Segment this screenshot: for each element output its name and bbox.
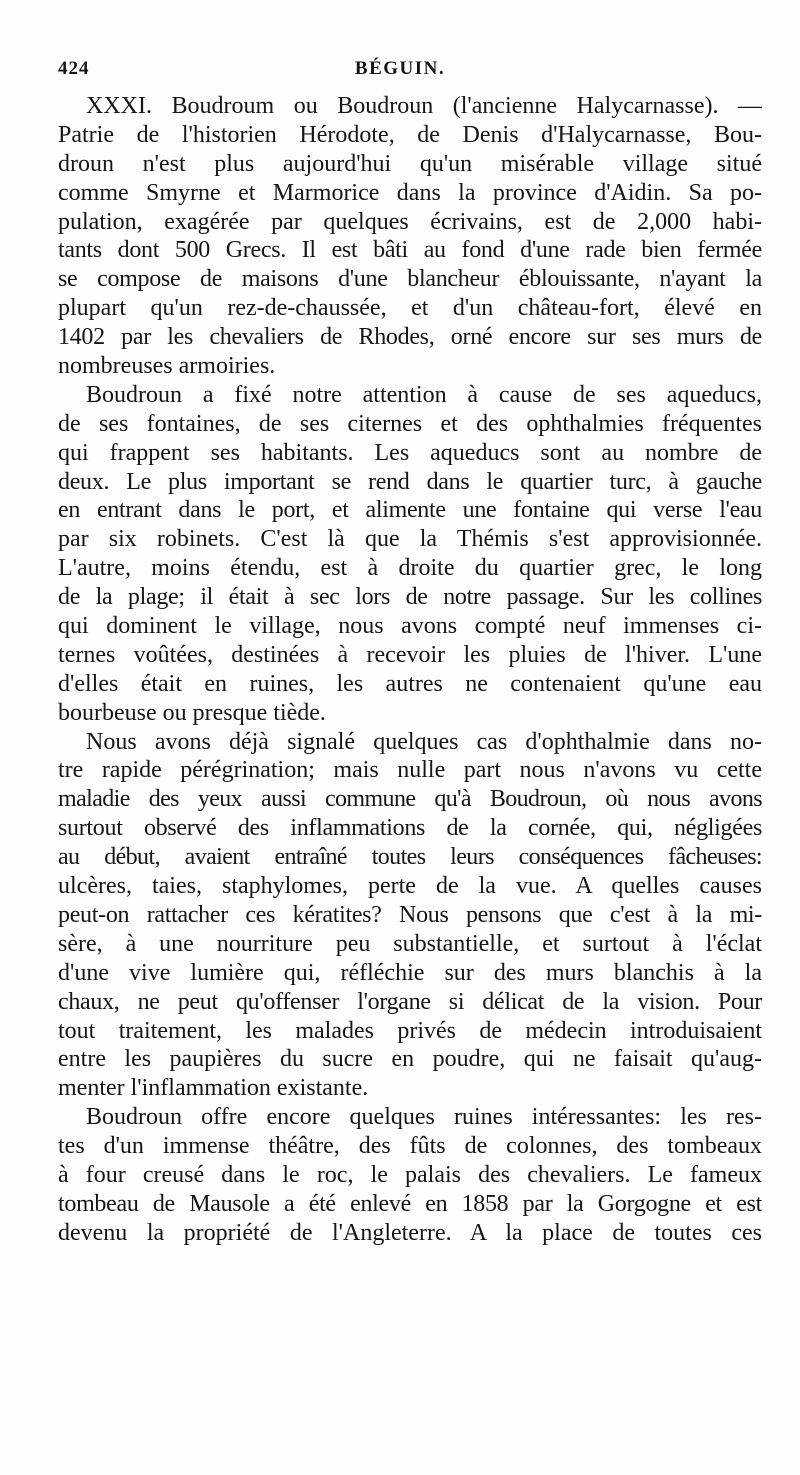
text-line: tombeau de Mausole a été enlevé en 1858 par la Gorgogne et est [58, 1190, 762, 1217]
text-line: Patrie de l'historien Hérodote, de Denis d'Halycarnasse, Bou- [58, 121, 762, 148]
text-line: tre rapide pérégrination; mais nulle part nous n'avons vu cette [58, 757, 762, 784]
text-line: en entrant dans le port, et alimente une fontaine qui verse l'eau [58, 497, 762, 524]
running-head: BÉGUIN. [354, 58, 446, 79]
text-line: menter l'inflammation existante. [58, 1075, 369, 1102]
text-line: sère, à une nourriture peu substantielle, et surtout à l'éclat [58, 930, 762, 957]
text-line: qui dominent le village, nous avons compté neuf immenses ci- [58, 613, 762, 640]
text-line: nombreuses armoiries. [58, 353, 276, 380]
text-line: pulation, exagérée par quelques écrivains, est de 2,000 habi- [58, 208, 762, 235]
text-line: par six robinets. C'est là que la Thémis s'est approvisionnée. [58, 526, 762, 553]
text-line: Boudroun offre encore quelques ruines intéressantes: les res- [86, 1104, 762, 1131]
text-line: de la plage; il était à sec lors de notre passage. Sur les collines [58, 584, 762, 611]
text-line: de ses fontaines, de ses citernes et des ophthalmies fréquentes [58, 410, 762, 437]
text-line: ulcères, taies, staphylomes, perte de la vue. A quelles causes [58, 873, 762, 900]
text-line: à four creusé dans le roc, le palais des chevaliers. Le fameux [58, 1161, 762, 1188]
text-line: d'une vive lumière qui, réfléchie sur des murs blanchis à la [58, 959, 762, 986]
text-line: L'autre, moins étendu, est à droite du quartier grec, le long [58, 555, 762, 582]
body-text [58, 92, 762, 1248]
text-line: bourbeuse ou presque tiède. [58, 699, 326, 726]
text-line: tout traitement, les malades privés de médecin introduisaient [58, 1017, 762, 1044]
text-line: droun n'est plus aujourd'hui qu'un misérable village situé [58, 150, 762, 177]
text-line: tes d'un immense théâtre, des fûts de colonnes, des tombeaux [58, 1133, 762, 1160]
text-line: plupart qu'un rez-de-chaussée, et d'un château-fort, élevé en [58, 295, 762, 322]
text-line: au début, avaient entraîné toutes leurs conséquences fâcheuses: [58, 844, 762, 871]
text-line: XXXI. Boudroum ou Boudroun (l'ancienne Halycarnasse). — [86, 93, 762, 119]
text-line: devenu la propriété de l'Angleterre. A la place de toutes ces [58, 1219, 762, 1246]
text-line: surtout observé des inflammations de la cornée, qui, négligées [58, 815, 762, 842]
text-line: chaux, ne peut qu'offenser l'organe si délicat de la vision. Pour [58, 988, 762, 1015]
text-line: entre les paupières du sucre en poudre, qui ne faisait qu'aug- [58, 1046, 762, 1073]
text-line: d'elles était en ruines, les autres ne contenaient qu'une eau [58, 670, 762, 697]
text-line: maladie des yeux aussi commune qu'à Boudroun, où nous avons [58, 786, 762, 813]
text-line: deux. Le plus important se rend dans le quartier turc, à gauche [58, 468, 762, 495]
text-line: se compose de maisons d'une blancheur éblouissante, n'ayant la [58, 266, 762, 293]
text-line: qui frappent ses habitants. Les aqueducs sont au nombre de [58, 439, 762, 466]
text-line: tants dont 500 Grecs. Il est bâti au fond d'une rade bien fermée [58, 237, 762, 264]
text-line: comme Smyrne et Marmorice dans la province d'Aidin. Sa po- [58, 179, 762, 206]
text-line: ternes voûtées, destinées à recevoir les pluies de l'hiver. L'une [58, 641, 762, 668]
page-number: 424 [58, 58, 90, 79]
text-line: Boudroun a fixé notre attention à cause de ses aqueducs, [86, 381, 762, 408]
text-line: Nous avons déjà signalé quelques cas d'ophthalmie dans no- [86, 728, 762, 755]
text-line: 1402 par les chevaliers de Rhodes, orné encore sur ses murs de [58, 324, 762, 351]
text-line: peut-on rattacher ces kératites? Nous pensons que c'est à la mi- [58, 901, 762, 928]
